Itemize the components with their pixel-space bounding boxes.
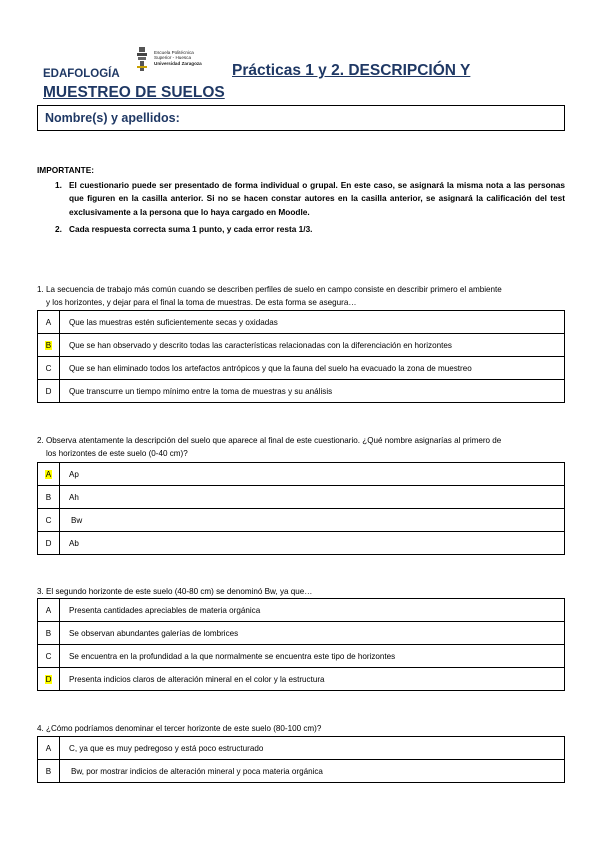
- question-2-text: [37, 434, 565, 460]
- option-row[interactable]: [38, 486, 565, 509]
- option-text: Que se han eliminado todos los artefactos antrópicos y que la fauna del suelo ha evacuado la zona de muestreo: [60, 357, 565, 380]
- document-title-part-2: MUESTREO DE SUELOS: [43, 84, 225, 101]
- option-row[interactable]: [38, 622, 565, 645]
- question-2-line-1: 2. Observa atentamente la descripción del suelo que aparece al final de este cuestionario. ¿Qué nombre asignarías al primero de: [37, 436, 502, 445]
- option-text: Bw: [60, 509, 565, 532]
- option-row[interactable]: [38, 645, 565, 668]
- instruction-number: 1.: [55, 180, 62, 190]
- instruction-text: Cada respuesta correcta suma 1 punto, y cada error resta 1/3.: [69, 224, 313, 234]
- option-row[interactable]: [38, 311, 565, 334]
- option-letter: B: [45, 492, 52, 502]
- option-row[interactable]: [38, 737, 565, 760]
- option-text: Presenta indicios claros de alteración mineral en el color y la estructura: [60, 668, 565, 691]
- option-letter-selected: A: [45, 469, 52, 479]
- subject-label: EDAFOLOGÍA: [43, 68, 120, 80]
- question-1-line-1: 1. La secuencia de trabajo más común cuando se describen perfiles de suelo en campo consiste en describir primero el ambiente: [37, 285, 502, 294]
- option-text: Que las muestras estén suficientemente secas y oxidadas: [60, 311, 565, 334]
- option-text: C, ya que es muy pedregoso y está poco estructurado: [60, 737, 565, 760]
- question-1-line-2: y los horizontes, y dejar para el final la toma de muestras. De esta forma se asegura…: [46, 298, 357, 307]
- question-4-options: [37, 736, 565, 783]
- name-field[interactable]: [37, 105, 565, 131]
- option-row[interactable]: [38, 334, 565, 357]
- option-text: Que transcurre un tiempo mínimo entre la toma de muestras y su análisis: [60, 380, 565, 403]
- question-1-text: [37, 283, 565, 309]
- option-text: Ab: [60, 532, 565, 555]
- option-row[interactable]: [38, 509, 565, 532]
- option-letter: A: [45, 317, 52, 327]
- instruction-item: [55, 223, 565, 236]
- option-row[interactable]: [38, 380, 565, 403]
- option-letter: B: [45, 628, 52, 638]
- instruction-text: El cuestionario puede ser presentado de forma individual o grupal. En este caso, se asignará la misma nota a las personas que figuren en la casilla anterior. Si no se hacen constar autores en la casilla anterior, se asignará la calificación del test exclusivamente a la persona que lo haya cargado en Moodle.: [69, 180, 565, 217]
- option-text: Se observan abundantes galerías de lombrices: [60, 622, 565, 645]
- instruction-item: [55, 179, 565, 219]
- option-letter: A: [45, 743, 52, 753]
- option-text: Ap: [60, 463, 565, 486]
- option-row[interactable]: [38, 532, 565, 555]
- option-letter: A: [45, 605, 52, 615]
- instruction-number: 2.: [55, 224, 62, 234]
- university-emblem-icon: [136, 47, 148, 71]
- option-text: Que se han observado y descrito todas las características relacionadas con la diferenciación en horizontes: [60, 334, 565, 357]
- university-logo: [136, 45, 236, 75]
- question-4-text: [37, 722, 565, 735]
- option-letter: D: [45, 386, 52, 396]
- document-title-part-1: Prácticas 1 y 2. DESCRIPCIÓN Y: [232, 62, 471, 79]
- instructions-heading: IMPORTANTE:: [37, 165, 94, 175]
- logo-line-3: Universidad Zaragoza: [154, 60, 202, 66]
- option-text: Bw, por mostrar indicios de alteración mineral y poca materia orgánica: [60, 760, 565, 783]
- option-row[interactable]: [38, 463, 565, 486]
- option-letter: C: [45, 363, 52, 373]
- name-field-label: Nombre(s) y apellidos:: [45, 111, 180, 125]
- option-row[interactable]: [38, 668, 565, 691]
- option-letter-selected: D: [45, 674, 52, 684]
- option-letter-selected: B: [45, 340, 52, 350]
- logo-line-2: Superior - Huesca: [154, 55, 192, 61]
- question-3-options: [37, 598, 565, 691]
- option-letter: B: [45, 766, 52, 776]
- question-1-options: [37, 310, 565, 403]
- option-letter: C: [45, 515, 52, 525]
- option-row[interactable]: [38, 599, 565, 622]
- option-letter: C: [45, 651, 52, 661]
- option-row[interactable]: [38, 760, 565, 783]
- option-letter: D: [45, 538, 52, 548]
- question-2-options: [37, 462, 565, 555]
- question-4-line-1: 4. ¿Cómo podríamos denominar el tercer horizonte de este suelo (80-100 cm)?: [37, 724, 322, 733]
- option-text: Ah: [60, 486, 565, 509]
- question-3-line-1: 3. El segundo horizonte de este suelo (40-80 cm) se denominó Bw, ya que…: [37, 587, 313, 596]
- option-row[interactable]: [38, 357, 565, 380]
- question-3-text: [37, 585, 565, 598]
- logo-line-1: Escuela Politécnica: [154, 50, 194, 55]
- option-text: Se encuentra en la profundidad a la que normalmente se encuentra este tipo de horizontes: [60, 645, 565, 668]
- question-2-line-2: los horizontes de este suelo (0-40 cm)?: [46, 449, 188, 458]
- option-text: Presenta cantidades apreciables de materia orgánica: [60, 599, 565, 622]
